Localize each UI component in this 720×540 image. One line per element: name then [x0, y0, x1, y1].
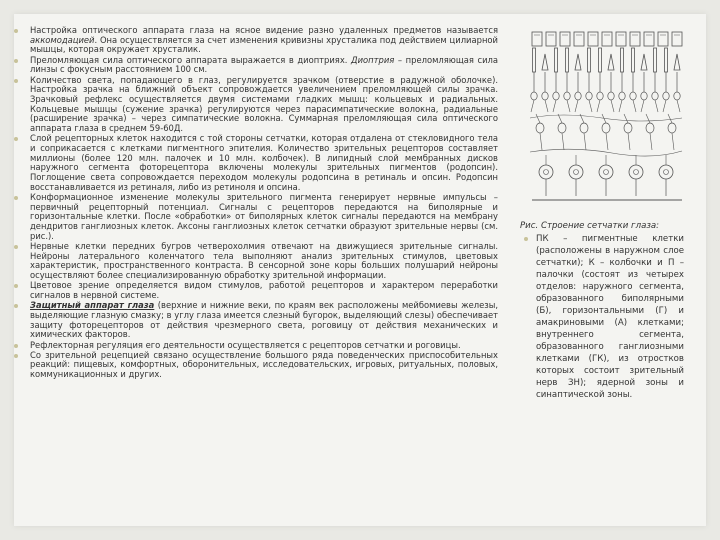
bullet-item [22, 301, 498, 340]
bullet-text-segment: . Она осуществляется за счет изменения кривизны хрусталика под действием цилиарной мышцы, которая окружает хрусталик. [30, 34, 498, 55]
photoreceptor-nucleus [641, 92, 647, 100]
bullet-item [22, 56, 498, 75]
rod-outer-segment [566, 48, 569, 72]
rod-outer-segment [588, 48, 591, 72]
cone-outer-segment [608, 54, 614, 70]
cone-outer-segment [674, 54, 680, 70]
bullet-text-segment: Со зрительной рецепцией связано осуществление большого ряда поведенческих приспособительных реакций: пищевых, комфортных, оборонительных, исследовательских, игровых, ритуальных, половых, коммуникационных и других. [30, 349, 498, 380]
photoreceptor-nucleus [674, 92, 680, 100]
photoreceptor-nucleus [542, 92, 548, 100]
bipolar-cell [558, 123, 566, 133]
bullet-item [22, 351, 498, 380]
ganglion-nucleus [574, 170, 579, 175]
rod-outer-segment [632, 48, 635, 72]
caption-text: ПК – пигментные клетки (расположены в наружном слое сетчатки); К – колбочки и П – палочки (состоят из четырех отделов: наружного сегмента, образованного биполярными (Б), горизонтальными (Г) и амакриновыми (А) клетками; внутреннего сегмента, образованного ганглиозными клетками (ГК), из отростков которых состоит зрительный нерв ЗН); ядерной зоны и синаптической зоны. [520, 233, 684, 401]
bipolar-cell [624, 123, 632, 133]
rod-outer-segment [533, 48, 536, 72]
ganglion-cell [659, 165, 673, 179]
cone-outer-segment [575, 54, 581, 70]
bipolar-axon [628, 133, 630, 150]
photoreceptor-nucleus [597, 92, 603, 100]
pigment-cell [532, 32, 542, 46]
cone-outer-segment [542, 54, 548, 70]
main-bullet-list [22, 26, 498, 380]
bullet-text-segment: Количество света, попадающего в глаз, регулируется зрачком (отверстие в радужной оболочке). Настройка зрачка на ближний объект сопровождается увеличением преломляющей силы зрачка. Зрачковый рефлекс осуществляется двумя системами гладких мышц: кольцевых и радиальных. Кольцевые мышцы (сужение зрачка) регулируются через парасимпатические волокна, радиальные (расширение зрачка) – через симпатические волокна. Суммарная преломляющая сила оптического аппарата глаза в среднем 59-60Д. [30, 74, 498, 134]
bullet-item [22, 242, 498, 281]
caption-title: Рис. Строение сетчатки глаза: [520, 221, 660, 231]
photoreceptor-nucleus [575, 92, 581, 100]
bullet-item [22, 193, 498, 242]
ganglion-nucleus [634, 170, 639, 175]
pigment-cell [574, 32, 584, 46]
bullet-text-segment: Конформационное изменение молекулы зрительного пигмента генерирует нервные импульсы – первичный рецепторный потенциал. Сигналы с рецепторов передаются на биполярные и горизонтальные клетки. После «обработки» от биполярных клеток сигналы передаются на мембрану дендритов ганглиозных клеток. Аксоны ганглиозных клеток сетчатки образуют зрительные нервы (см. рис.). [30, 191, 498, 241]
photoreceptor-axon [597, 100, 600, 112]
bullet-text-segment: Слой рецепторных клеток находится с той стороны сетчатки, которая отдалена от стекловидного тела и соприкасается с клетками пигментного эпителия. Количество зрительных рецепторов составляет миллионы (более 120 млн. палочек и 10 млн. колбочек). В липидный слой мембранных дисков наружного сегмента фоторецептора включены молекулы зрительных пигментов (родопсин). Поглощение света сопровождается переходом молекулы родопсина в ретиналь и опсин. Родопсин восстанавливается из ретиналя, либо из ретиноля и опсина. [30, 133, 498, 192]
bipolar-cell [536, 123, 544, 133]
photoreceptor-axon [553, 100, 556, 112]
photoreceptor-axon [663, 100, 666, 112]
bullet-item [22, 281, 498, 300]
cone-outer-segment [641, 54, 647, 70]
bipolar-cell [580, 123, 588, 133]
photoreceptor-nucleus [652, 92, 658, 100]
photoreceptor-nucleus [619, 92, 625, 100]
pigment-cell [588, 32, 598, 46]
bipolar-axon [672, 133, 674, 150]
photoreceptor-axon [575, 100, 578, 112]
pigment-cell [644, 32, 654, 46]
photoreceptor-axon [531, 100, 534, 112]
photoreceptor-nucleus [553, 92, 559, 100]
bullet-text-segment: Защитный аппарат глаза [30, 300, 155, 311]
photoreceptor-nucleus [531, 92, 537, 100]
ganglion-cell [629, 165, 643, 179]
horizontal-cell-process [530, 115, 682, 121]
photoreceptor-axon [677, 100, 680, 112]
bipolar-axon [650, 133, 652, 150]
bullet-text-segment: Преломляющая сила оптического аппарата выражается в диоптриях. [30, 54, 352, 65]
ganglion-cell [539, 165, 553, 179]
rod-outer-segment [555, 48, 558, 72]
bullet-item [22, 76, 498, 134]
bipolar-axon [584, 133, 586, 150]
photoreceptor-axon [589, 100, 592, 112]
photoreceptor-axon [641, 100, 644, 112]
bullet-text-segment: Рефлекторная регуляция его деятельности осуществляется с рецепторов сетчатки и роговицы. [30, 339, 461, 350]
bipolar-axon [540, 133, 542, 150]
bipolar-cell [668, 123, 676, 133]
retina-structure-figure [522, 30, 690, 210]
photoreceptor-axon [611, 100, 614, 112]
photoreceptor-axon [545, 100, 548, 112]
figure-caption [520, 220, 684, 401]
bullet-item [22, 26, 498, 55]
photoreceptor-axon [567, 100, 570, 112]
photoreceptor-nucleus [564, 92, 570, 100]
photoreceptor-axon [619, 100, 622, 112]
bipolar-dendrite [536, 114, 540, 123]
bipolar-cell [602, 123, 610, 133]
bullet-text-segment: Настройка оптического аппарата глаза на ясное видение разно удаленных предметов называется [30, 25, 498, 35]
ganglion-nucleus [664, 170, 669, 175]
pigment-cell [672, 32, 682, 46]
bullet-text-segment: – преломляющая сила линзы с фокусным расстоянием 100 см. [30, 54, 498, 75]
pigment-cell [658, 32, 668, 46]
bullet-text-segment: Диоптрия [351, 54, 395, 65]
bullet-text-segment: Цветовое зрение определяется видом стимулов, работой рецепторов и характером переработки сигналов в нервной системе. [30, 280, 498, 300]
rod-outer-segment [621, 48, 624, 72]
photoreceptor-nucleus [630, 92, 636, 100]
bipolar-dendrite [668, 114, 672, 123]
pigment-cell [630, 32, 640, 46]
photoreceptor-nucleus [586, 92, 592, 100]
bipolar-dendrite [646, 114, 650, 123]
rod-outer-segment [665, 48, 668, 72]
rod-outer-segment [654, 48, 657, 72]
bipolar-dendrite [624, 114, 628, 123]
pigment-cell [560, 32, 570, 46]
photoreceptor-axon [655, 100, 658, 112]
ganglion-nucleus [544, 170, 549, 175]
bullet-item [22, 134, 498, 192]
ganglion-cell [599, 165, 613, 179]
pigment-cell [602, 32, 612, 46]
rod-outer-segment [599, 48, 602, 72]
bipolar-cell [646, 123, 654, 133]
ganglion-cell [569, 165, 583, 179]
photoreceptor-axon [633, 100, 636, 112]
bipolar-axon [562, 133, 564, 150]
bipolar-axon [606, 133, 608, 150]
photoreceptor-nucleus [608, 92, 614, 100]
ganglion-nucleus [604, 170, 609, 175]
bullet-text-segment: (верхние и нижние веки, по краям век расположены мейбомиевы железы, выделяющие глазную смазку; в углу глаза имеется слезный бугорок, выделяющий слезы) обеспечивает защиту фоторецепторов от действия чрезмерного света, роговицу от действия механических и химических факторов. [30, 300, 499, 340]
bullet-text-segment: аккомодацией [30, 34, 95, 45]
pigment-cell [546, 32, 556, 46]
bullet-text-segment: Нервные клетки передних бугров четверохолмия отвечают на движущиеся зрительные сигналы. Нейроны латерального коленчатого тела выполняют анализ зрительных стимулов, цветовых характеристик, пространственного контраста. В сенсорной зоне коры больших полушарий нейроны осуществляют более специализированную обработку зрительной информации. [30, 240, 498, 281]
pigment-cell [616, 32, 626, 46]
photoreceptor-nucleus [663, 92, 669, 100]
